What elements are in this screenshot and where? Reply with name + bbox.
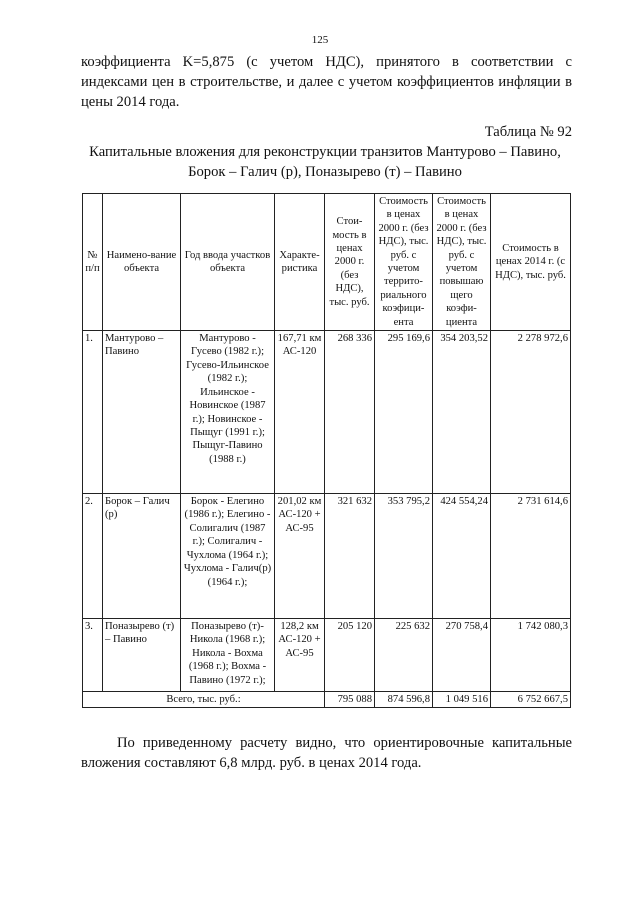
total-cost-2000: 795 088 xyxy=(325,692,375,708)
row-cost-2000: 205 120 xyxy=(325,619,375,692)
table-caption xyxy=(70,142,580,182)
intro-paragraph: коэффициента K=5,875 (с учетом НДС), принятого в соответствии с индексами цен в строительстве, и далее с учетом коэффициентов инфляции в цены 2014 года. xyxy=(81,54,572,110)
row-number: 2. xyxy=(83,494,103,619)
table-header-row xyxy=(83,194,571,331)
row-cost-2014: 1 742 080,3 xyxy=(491,619,571,692)
total-cost-territorial: 874 596,8 xyxy=(375,692,433,708)
table-caption-line-2: Борок – Галич (р), Поназырево (т) – Павино xyxy=(188,164,462,180)
row-cost-2000: 268 336 xyxy=(325,331,375,494)
header-cost-territorial: Стоимость в ценах 2000 г. (без НДС), тыс. руб. с учетом террито-риального коэфици-ента xyxy=(375,194,433,331)
header-object-name: Наимено-вание объекта xyxy=(103,194,181,331)
row-cost-increase: 270 758,4 xyxy=(433,619,491,692)
row-commission-years: Мантурово - Гусево (1982 г.); Гусево-Ильинское (1982 г.); Ильинское - Новинское (1987 г.); Новинское - Пыщуг (1991 г.); Пыщуг-Павино (1988 г.) xyxy=(181,331,275,494)
row-commission-years: Поназырево (т)-Никола (1968 г.); Никола - Вохма (1968 г.); Вохма - Павино (1972 г.); xyxy=(181,619,275,692)
table-row xyxy=(83,619,571,692)
row-cost-2000: 321 632 xyxy=(325,494,375,619)
row-number: 3. xyxy=(83,619,103,692)
header-number: № п/п xyxy=(83,194,103,331)
table-row xyxy=(83,331,571,494)
row-cost-territorial: 225 632 xyxy=(375,619,433,692)
header-cost-2000: Стои-мость в ценах 2000 г. (без НДС), тыс. руб. xyxy=(325,194,375,331)
row-object-name: Поназырево (т) – Павино xyxy=(103,619,181,692)
row-cost-2014: 2 731 614,6 xyxy=(491,494,571,619)
page-number: 125 xyxy=(311,34,329,46)
row-characteristic: 128,2 км АС-120 + АС-95 xyxy=(275,619,325,692)
header-cost-2014: Стоимость в ценах 2014 г. (с НДС), тыс. руб. xyxy=(491,194,571,331)
row-characteristic: 201,02 км АС-120 + АС-95 xyxy=(275,494,325,619)
row-cost-territorial: 353 795,2 xyxy=(375,494,433,619)
table-caption-line-1: Капитальные вложения для реконструкции транзитов Мантурово – Павино, xyxy=(89,144,561,160)
conclusion-paragraph: По приведенному расчету видно, что ориентировочные капитальные вложения составляют 6,8 млрд. руб. в ценах 2014 года. xyxy=(81,735,572,771)
total-cost-increase: 1 049 516 xyxy=(433,692,491,708)
header-cost-increase: Стоимость в ценах 2000 г. (без НДС), тыс. руб. с учетом повышаю щего коэфи-циента xyxy=(433,194,491,331)
header-commission-year: Год ввода участков объекта xyxy=(181,194,275,331)
row-cost-increase: 424 554,24 xyxy=(433,494,491,619)
table-total-row xyxy=(83,692,571,708)
row-cost-increase: 354 203,52 xyxy=(433,331,491,494)
table-number: Таблица № 92 xyxy=(484,124,572,140)
row-object-name: Мантурово – Павино xyxy=(103,331,181,494)
row-cost-territorial: 295 169,6 xyxy=(375,331,433,494)
row-object-name: Борок – Галич (р) xyxy=(103,494,181,619)
row-characteristic: 167,71 км АС-120 xyxy=(275,331,325,494)
total-label: Всего, тыс. руб.: xyxy=(83,692,325,708)
row-number: 1. xyxy=(83,331,103,494)
total-cost-2014: 6 752 667,5 xyxy=(491,692,571,708)
row-commission-years: Борок - Елегино (1986 г.); Елегино - Солигалич (1987 г.); Солигалич - Чухлома (1964 г.); Чухлома - Галич(р) (1964 г.); xyxy=(181,494,275,619)
header-characteristic: Характе-ристика xyxy=(275,194,325,331)
table-row xyxy=(83,494,571,619)
capital-investment-table xyxy=(82,193,571,708)
row-cost-2014: 2 278 972,6 xyxy=(491,331,571,494)
